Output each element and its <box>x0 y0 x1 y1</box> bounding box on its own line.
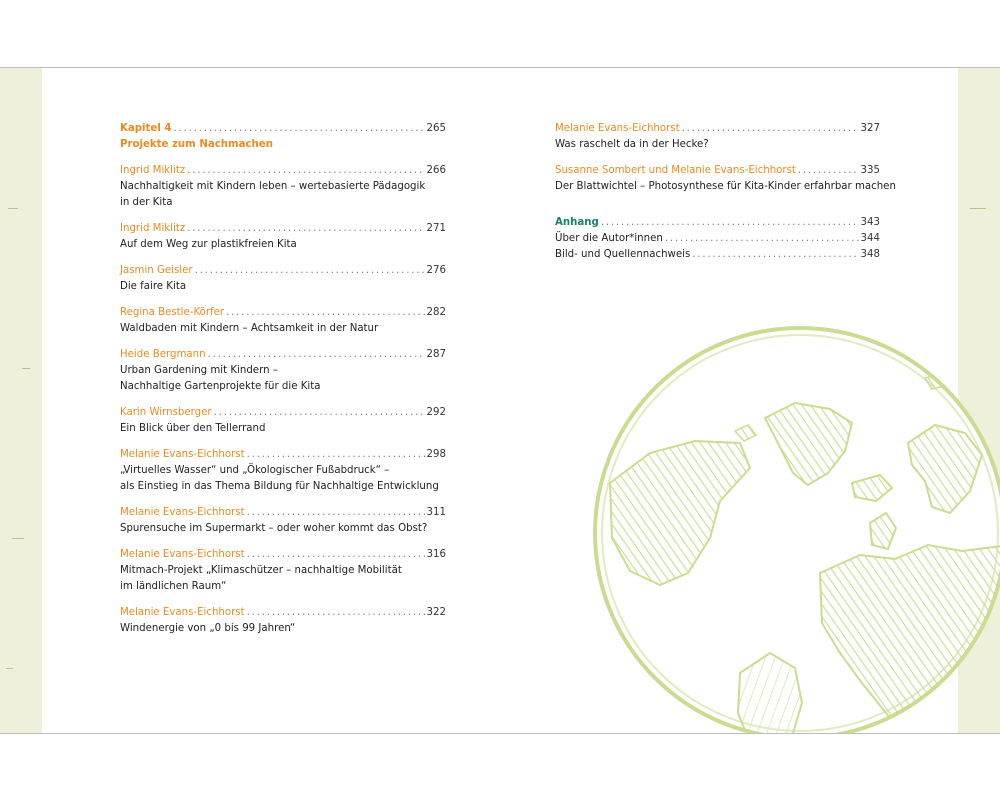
leader-dots <box>601 215 859 231</box>
entry-title: als Einstieg in das Thema Bildung für Nachhaltige Entwicklung <box>120 481 439 492</box>
page-number: 276 <box>426 265 446 276</box>
page-number: 298 <box>426 449 446 460</box>
book-spread <box>0 67 1000 734</box>
leader-dots <box>247 505 425 521</box>
page-number: 322 <box>426 607 446 618</box>
page-number: 344 <box>860 233 880 244</box>
page-number: 271 <box>426 223 446 234</box>
entry-title: Spurensuche im Supermarkt – oder woher kommt das Obst? <box>120 523 428 534</box>
leader-dots <box>247 447 425 463</box>
entry-title: Urban Gardening mit Kindern – <box>120 365 278 376</box>
entry-author: Melanie Evans-Eichhorst <box>555 123 680 134</box>
page-number: 287 <box>426 349 446 360</box>
entry-title: Die faire Kita <box>120 281 187 292</box>
entry-title: in der Kita <box>120 197 173 208</box>
leader-dots <box>173 121 424 137</box>
globe-illustration <box>590 323 1000 734</box>
leader-dots <box>187 221 424 237</box>
appendix-item[interactable] <box>555 247 880 263</box>
page-number: 265 <box>426 123 446 134</box>
entry-title: Mitmach-Projekt „Klimaschützer – nachhaltige Mobilität <box>120 565 402 576</box>
entry-title: Was raschelt da in der Hecke? <box>555 139 709 150</box>
toc-entry[interactable] <box>120 221 446 253</box>
page-number: 316 <box>426 549 446 560</box>
page-number: 292 <box>426 407 446 418</box>
entry-author: Regina Bestle-Körfer <box>120 307 225 318</box>
leader-dots <box>798 163 859 179</box>
leader-dots <box>214 405 425 421</box>
leader-dots <box>692 247 858 263</box>
entry-author: Heide Bergmann <box>120 349 206 360</box>
leader-dots <box>208 347 425 363</box>
toc-entry[interactable] <box>120 405 446 437</box>
entry-author: Melanie Evans-Eichhorst <box>120 607 245 618</box>
entry-title: Nachhaltige Gartenprojekte für die Kita <box>120 381 321 392</box>
page-number: 335 <box>860 165 880 176</box>
appendix-heading[interactable] <box>555 215 880 231</box>
leader-dots <box>195 263 425 279</box>
appendix-item-label: Über die Autor*innen <box>555 233 663 244</box>
toc-entry[interactable] <box>120 305 446 337</box>
page-number: 343 <box>860 217 880 228</box>
left-toc-column <box>120 121 446 647</box>
page-number: 282 <box>426 307 446 318</box>
chapter-subtitle: Projekte zum Nachmachen <box>120 139 273 150</box>
entry-author: Jasmin Geisler <box>120 265 193 276</box>
leader-dots <box>247 605 425 621</box>
leader-dots <box>665 231 859 247</box>
entry-author: Melanie Evans-Eichhorst <box>120 549 245 560</box>
toc-entry[interactable] <box>555 163 896 195</box>
leader-dots <box>247 547 425 563</box>
appendix-section <box>555 215 880 263</box>
toc-entry[interactable] <box>120 447 446 495</box>
toc-chapter-entry <box>120 121 446 153</box>
entry-author: Susanne Sombert und Melanie Evans-Eichhorst <box>555 165 796 176</box>
toc-entry[interactable] <box>555 121 880 153</box>
toc-entry[interactable] <box>120 263 446 295</box>
toc-entry[interactable] <box>120 347 446 395</box>
entry-author: Melanie Evans-Eichhorst <box>120 449 245 460</box>
page-number: 266 <box>426 165 446 176</box>
entry-title: Nachhaltigkeit mit Kindern leben – wertebasierte Pädagogik <box>120 181 426 192</box>
page-number: 311 <box>426 507 446 518</box>
left-paper-strip <box>0 68 42 733</box>
toc-chapter-line[interactable] <box>120 121 446 137</box>
leader-dots <box>682 121 859 137</box>
entry-title: Waldbaden mit Kindern – Achtsamkeit in der Natur <box>120 323 379 334</box>
right-toc-column <box>555 121 896 273</box>
toc-entry[interactable] <box>120 547 446 595</box>
appendix-label: Anhang <box>555 217 599 228</box>
entry-title: Windenergie von „0 bis 99 Jahren“ <box>120 623 296 634</box>
entry-title: Der Blattwichtel – Photosynthese für Kita-Kinder erfahrbar machen <box>555 181 896 192</box>
toc-entry[interactable] <box>120 605 446 637</box>
entry-title: Auf dem Weg zur plastikfreien Kita <box>120 239 297 250</box>
appendix-item[interactable] <box>555 231 880 247</box>
entry-author: Melanie Evans-Eichhorst <box>120 507 245 518</box>
entry-author: Ingrid Miklitz <box>120 165 186 176</box>
entry-title: im ländlichen Raum“ <box>120 581 227 592</box>
appendix-item-label: Bild- und Quellennachweis <box>555 249 691 260</box>
entry-author: Ingrid Miklitz <box>120 223 186 234</box>
page-number: 327 <box>860 123 880 134</box>
chapter-label: Kapitel 4 <box>120 123 172 134</box>
leader-dots <box>187 163 424 179</box>
entry-title: „Virtuelles Wasser“ und „Ökologischer Fußabdruck“ – <box>120 465 390 476</box>
entry-author: Karin Wirnsberger <box>120 407 212 418</box>
toc-entry[interactable] <box>120 505 446 537</box>
leader-dots <box>226 305 424 321</box>
entry-title: Ein Blick über den Tellerrand <box>120 423 266 434</box>
page-number: 348 <box>860 249 880 260</box>
toc-entry[interactable] <box>120 163 446 211</box>
